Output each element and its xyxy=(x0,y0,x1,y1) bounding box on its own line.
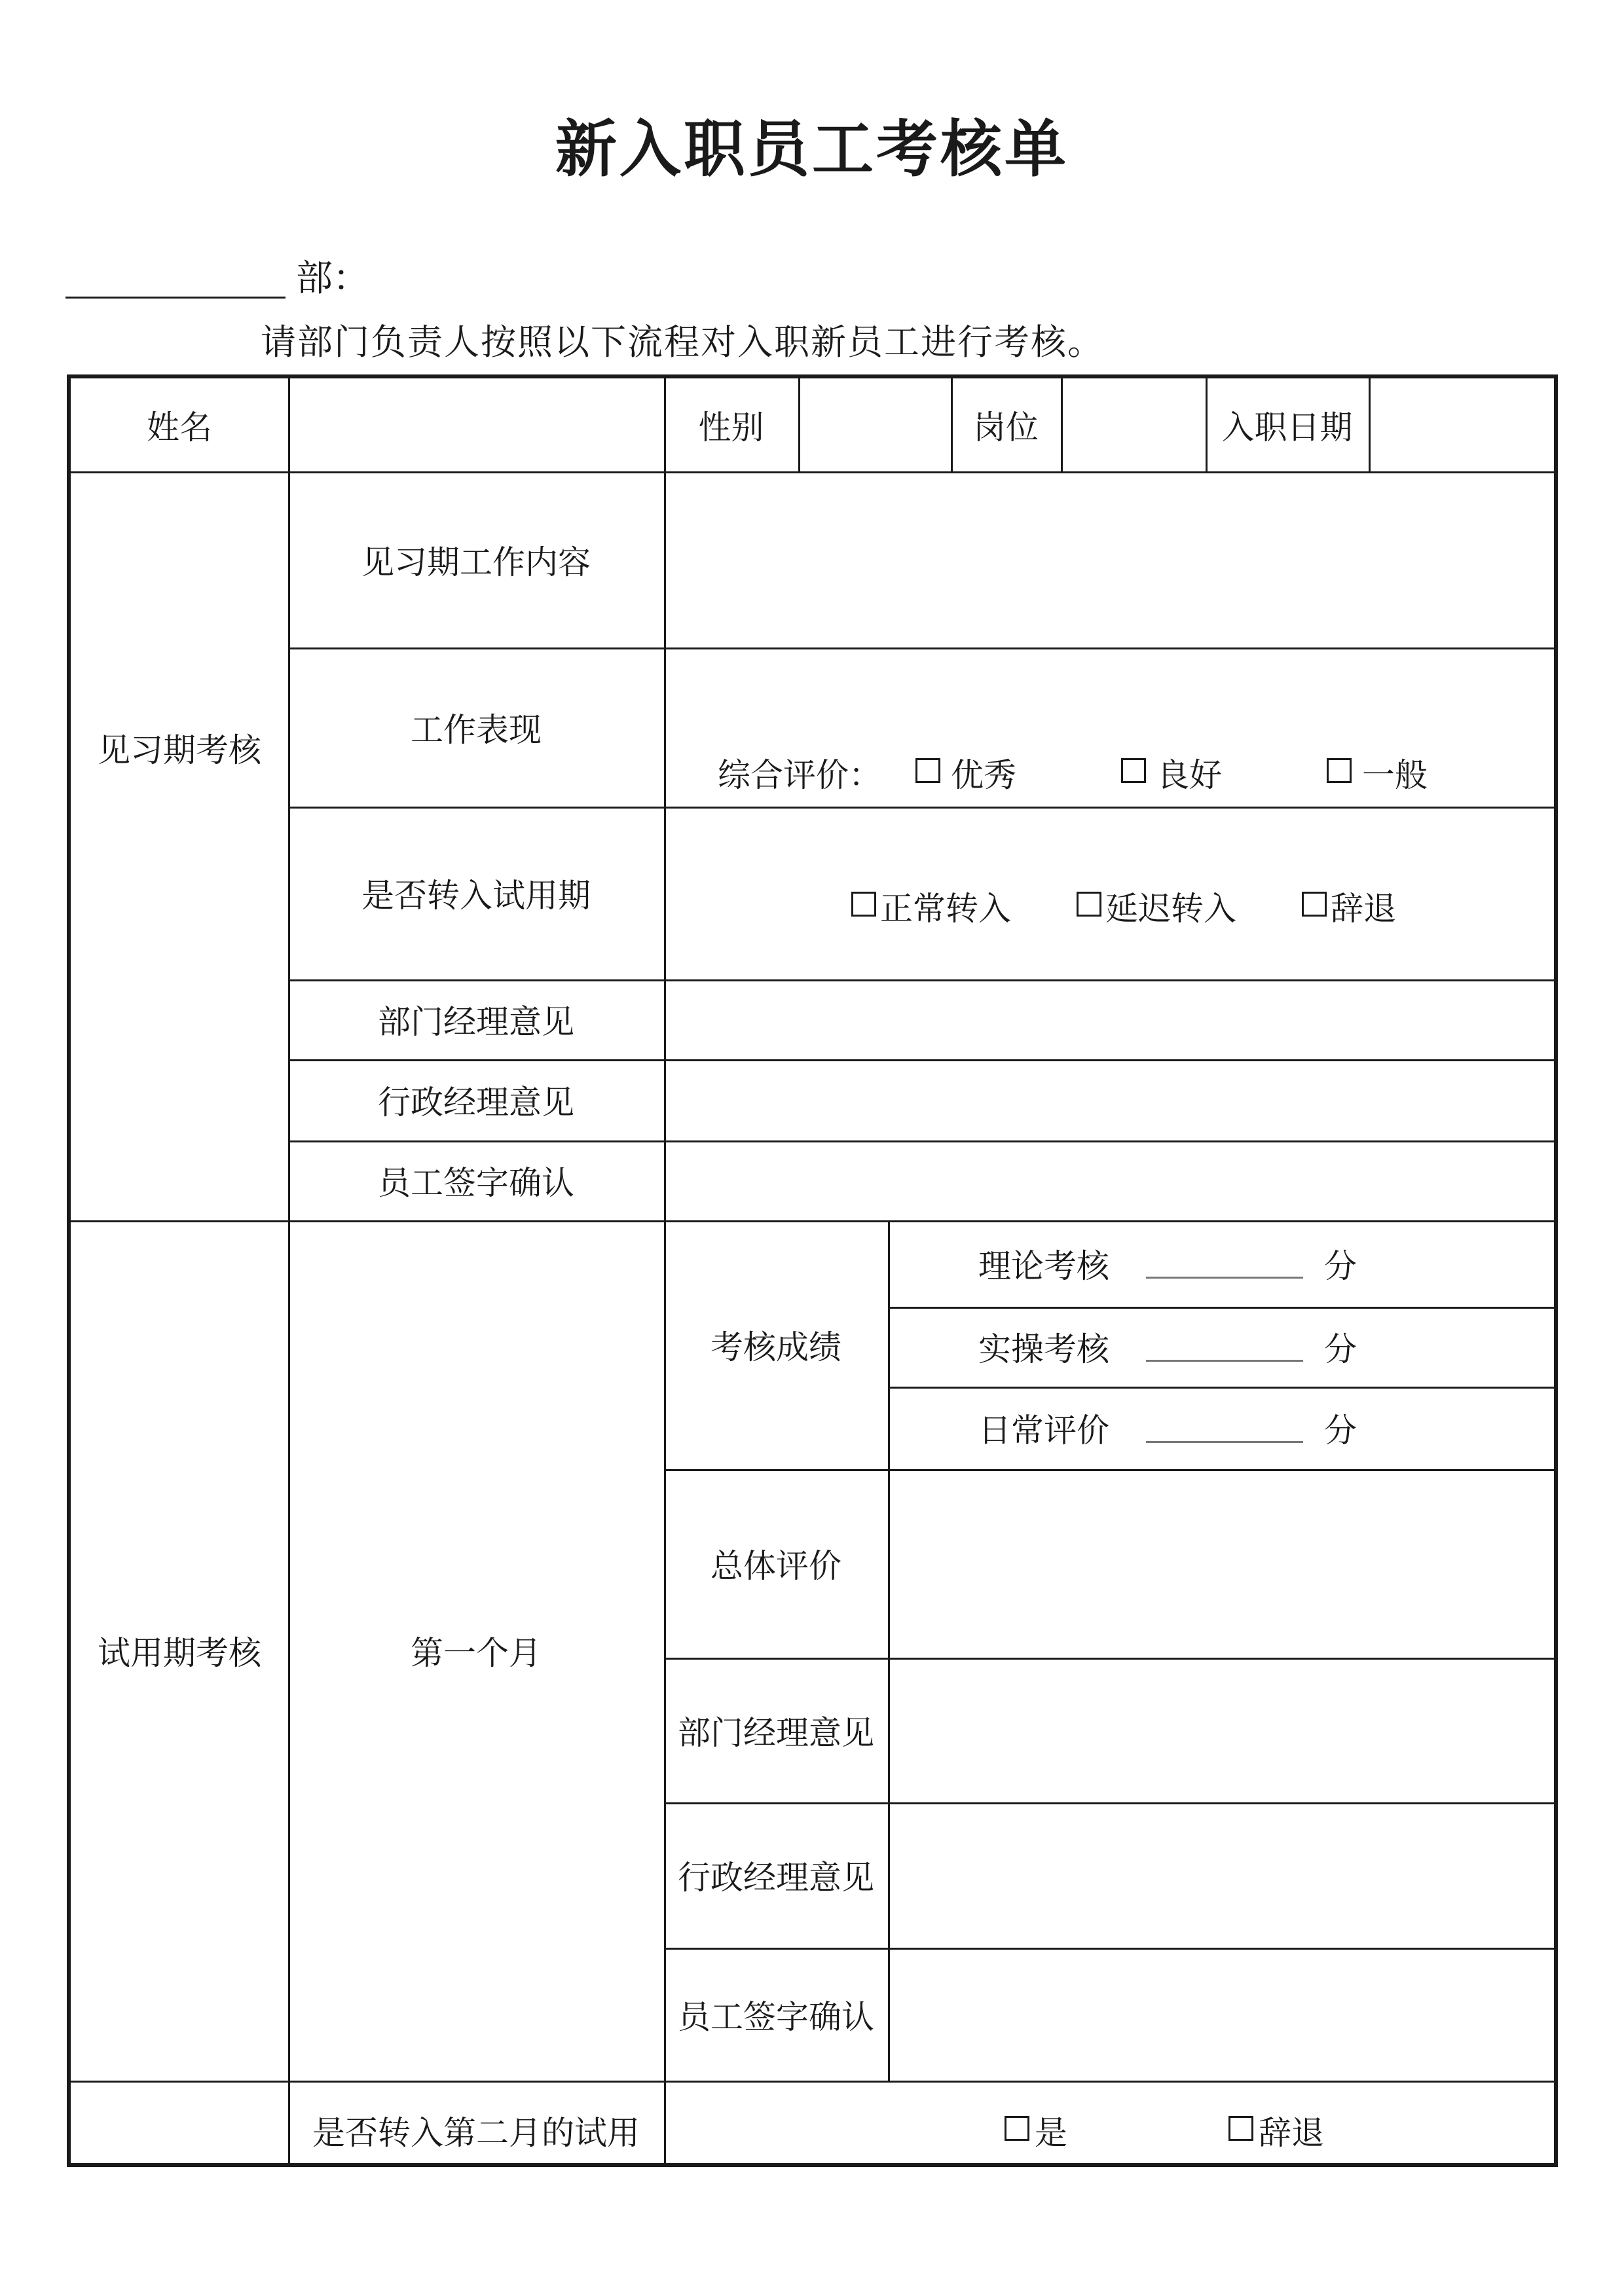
probation-transfer-label: 是否转入试用期 xyxy=(361,877,591,914)
eval-option-good xyxy=(1121,749,1222,796)
transfer-option-label: 辞退 xyxy=(1331,890,1396,927)
department-blank-underline xyxy=(65,257,286,299)
trial-dept-manager-label: 部门经理意见 xyxy=(678,1714,874,1751)
eval-option-label: 优秀 xyxy=(951,757,1016,793)
trial-score-section-label: 考核成绩 xyxy=(710,1329,841,1366)
second-month-option-yes xyxy=(1005,2107,1067,2154)
gender-value xyxy=(798,378,951,471)
hire-date-value xyxy=(1369,378,1554,471)
score-blank-underline xyxy=(1146,1332,1303,1362)
probation-dept-manager-label: 部门经理意见 xyxy=(378,1004,574,1040)
score-row-theory xyxy=(888,1220,1554,1307)
gender-label: 性别 xyxy=(698,409,764,446)
assessment-table xyxy=(67,374,1558,2167)
checkbox-icon xyxy=(1077,892,1101,917)
hire-date-label: 入职日期 xyxy=(1221,409,1353,446)
intro-text: 请部门负责人按照以下流程对入职新员工进行考核。 xyxy=(261,323,1104,362)
score-label: 日常评价 xyxy=(978,1412,1109,1449)
checkbox-icon xyxy=(851,892,876,917)
score-label: 实操考核 xyxy=(978,1331,1109,1368)
eval-option-excellent xyxy=(915,749,1016,796)
score-unit: 分 xyxy=(1324,1248,1357,1285)
transfer-options-row xyxy=(664,807,1554,979)
trial-month-label: 第一个月 xyxy=(411,1635,542,1671)
checkbox-icon xyxy=(1005,2116,1029,2141)
transfer-option-delayed xyxy=(1077,883,1236,930)
post-label: 岗位 xyxy=(973,409,1039,446)
score-blank-underline xyxy=(1146,1249,1303,1279)
probation-work-content-label: 见习期工作内容 xyxy=(361,543,591,581)
eval-option-label: 一般 xyxy=(1362,757,1428,793)
name-label: 姓名 xyxy=(147,409,212,446)
score-blank-underline xyxy=(1146,1413,1303,1443)
probation-performance-label: 工作表现 xyxy=(411,711,542,748)
second-month-option-label: 是 xyxy=(1035,2114,1067,2151)
transfer-option-dismiss xyxy=(1302,883,1396,930)
checkbox-icon xyxy=(1228,2116,1253,2141)
score-unit: 分 xyxy=(1324,1412,1357,1449)
salutation-suffix: 部： xyxy=(296,257,369,299)
overall-eval-label: 综合评价： xyxy=(718,757,881,793)
second-month-options-row xyxy=(664,2081,1554,2163)
transfer-option-label: 正常转入 xyxy=(880,890,1011,927)
post-value xyxy=(1061,378,1206,471)
checkbox-icon xyxy=(1327,758,1352,783)
probation-section-label: 见习期考核 xyxy=(98,732,261,769)
overall-eval-row xyxy=(664,647,1554,807)
score-row-practice xyxy=(888,1307,1554,1387)
checkbox-icon xyxy=(1302,892,1327,917)
checkbox-icon xyxy=(915,758,940,783)
checkbox-icon xyxy=(1121,758,1146,783)
trial-employee-sign-label: 员工签字确认 xyxy=(678,1998,874,2035)
page-title: 新入职员工考核单 xyxy=(555,115,1069,183)
name-value xyxy=(288,378,664,471)
score-row-daily xyxy=(888,1387,1554,1469)
second-month-option-dismiss xyxy=(1228,2107,1324,2154)
second-month-option-label: 辞退 xyxy=(1259,2114,1324,2151)
probation-employee-sign-label: 员工签字确认 xyxy=(378,1165,574,1201)
score-unit: 分 xyxy=(1324,1331,1357,1368)
transfer-option-label: 延迟转入 xyxy=(1105,890,1236,927)
trial-admin-manager-label: 行政经理意见 xyxy=(678,1859,874,1896)
second-month-label: 是否转入第二月的试用 xyxy=(312,2114,640,2151)
salutation-line xyxy=(65,257,369,299)
eval-option-label: 良好 xyxy=(1156,757,1222,793)
eval-option-average xyxy=(1327,749,1428,796)
trial-section-label: 试用期考核 xyxy=(98,1635,261,1671)
score-label: 理论考核 xyxy=(978,1248,1109,1285)
trial-overall-label: 总体评价 xyxy=(710,1548,841,1584)
probation-admin-manager-label: 行政经理意见 xyxy=(378,1084,574,1121)
transfer-option-normal xyxy=(851,883,1011,930)
